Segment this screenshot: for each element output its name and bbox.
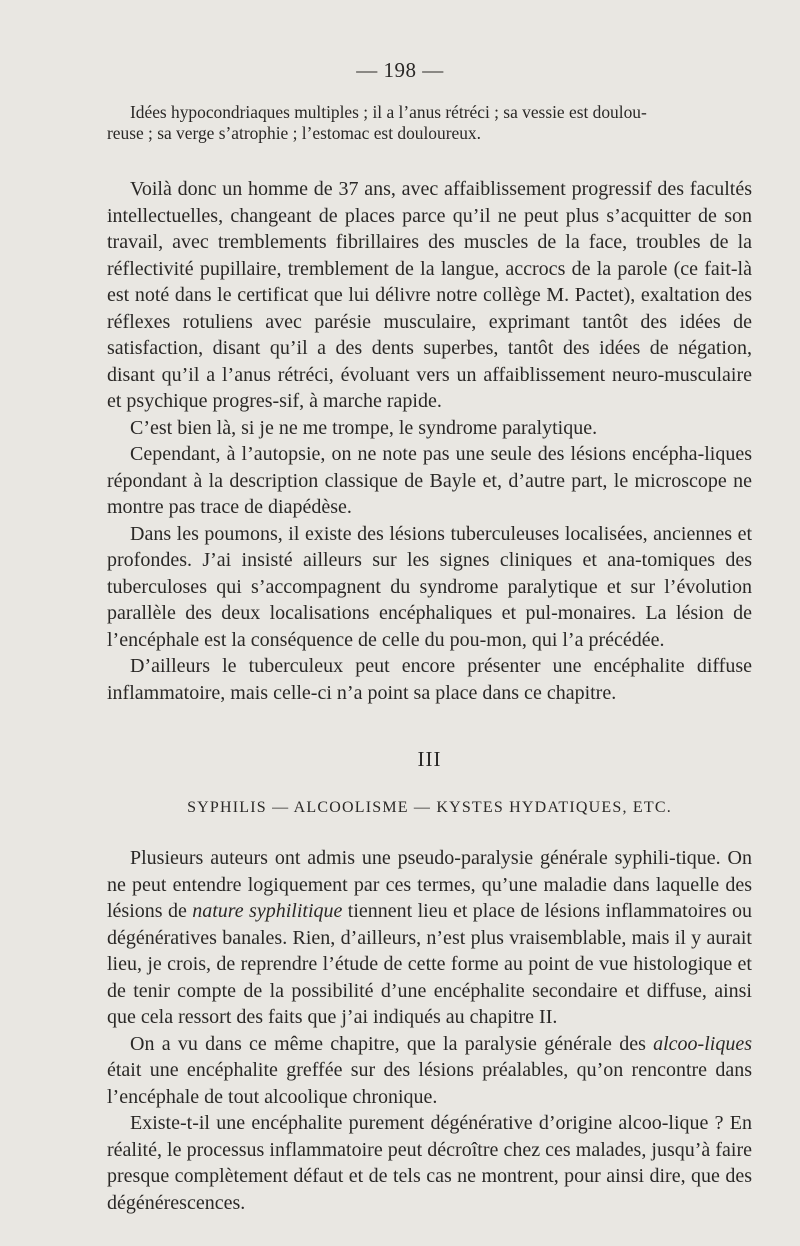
paragraph-lungs: Dans les poumons, il existe des lésions tuberculeuses localisées, anciennes et profondes. J’ai insisté ailleurs sur les signes cliniques et ana-tomiques des tuberculoses qui s’accompagnent du syndrome paralytique et sur l’évolution parallèle des deux localisations encéphaliques et pul-monaires. La lésion de l’encéphale est la conséquence de celle du pou-mon, qui l’a précédée. (107, 522, 752, 651)
paragraph-degenerative: Existe-t-il une encéphalite purement dégénérative d’origine alcoo-lique ? En réalité, le processus inflammatoire peut décroître chez ces malades, jusqu’à faire presque complètement défaut et de tels cas ne montrent, pour ainsi dire, que des dégénérescences. (107, 1112, 752, 1214)
text-run: On a vu dans ce même chapitre, que la paralysie générale des (130, 1032, 654, 1055)
paragraph-alcohol (107, 1031, 752, 1111)
text-run: tiennent lieu et place de lésions inflammatoires ou dégénératives banales. Rien, d’ailleurs, n’est plus vraisemblable, mais il y aurait lieu, je crois, de reprendre l’étude de cette forme au point de vue histologique et de tenir compte de la possibilité d’une encéphalite secondaire et diffuse, ainsi que cela ressort des faits que j’ai indiqués au chapitre II. (107, 900, 753, 1028)
section-number: III (417, 747, 442, 771)
paragraph-autopsy: Cependant, à l’autopsie, on ne note pas une seule des lésions encépha-liques répondant à la description classique de Bayle et, d’autre part, le microscope ne montre pas trace de diapédèse. (107, 443, 752, 518)
text-run: était une encéphalite greffée sur des lésions préalables, qu’on rencontre dans l’encéphale de tout alcoolique chronique. (107, 1059, 752, 1108)
italic-term: nature syphilitique (192, 900, 343, 922)
case-note-line: Idées hypocondriaques multiples ; il a l’anus rétréci ; sa vessie est doulou- (130, 102, 647, 122)
case-notes-end (107, 102, 752, 144)
text-run: Plusieurs auteurs ont admis une pseudo-paralysie générale syphili-tique. On ne peut entendre logiquement par ces termes, qu’une maladie dans laquelle des lésions de (107, 847, 752, 922)
paragraph-tuberculous: D’ailleurs le tuberculeux peut encore présenter une encéphalite diffuse inflammatoire, mais celle-ci n’a point sa place dans ce chapitre. (107, 655, 752, 704)
italic-term: alcoo-liques (653, 1032, 752, 1055)
paragraph-summary: Voilà donc un homme de 37 ans, avec affaiblissement progressif des facultés intellectuelles, changeant de places parce qu’il ne peut plus s’acquitter de son travail, avec tremblements fibrillaires des muscles de la face, troubles de la réflectivité pupillaire, tremblement de la langue, accrocs de la parole (ce fait-là est noté dans le certificat que lui délivre notre collège M. Pactet), exaltation des réflexes rotuliens avec parésie musculaire, exprimant tantôt des idées de satisfaction, disant qu’il a des dents superbes, tantôt des idées de négation, disant qu’il a l’anus rétréci, évoluant vers un affaiblissement neuro-musculaire et psychique progres-sif, à marche rapide. (107, 178, 752, 412)
section-title: SYPHILIS — ALCOOLISME — KYSTES HYDATIQUES, ETC. (187, 798, 672, 816)
page-text (107, 102, 752, 1216)
page-number: — 198 — (356, 58, 444, 82)
case-note-line: reuse ; sa verge s’atrophie ; l’estomac est douloureux. (107, 123, 481, 143)
paragraph-syphilis (107, 845, 752, 1031)
paragraph-syndrome: C’est bien là, si je ne me trompe, le syndrome paralytique. (130, 416, 598, 439)
